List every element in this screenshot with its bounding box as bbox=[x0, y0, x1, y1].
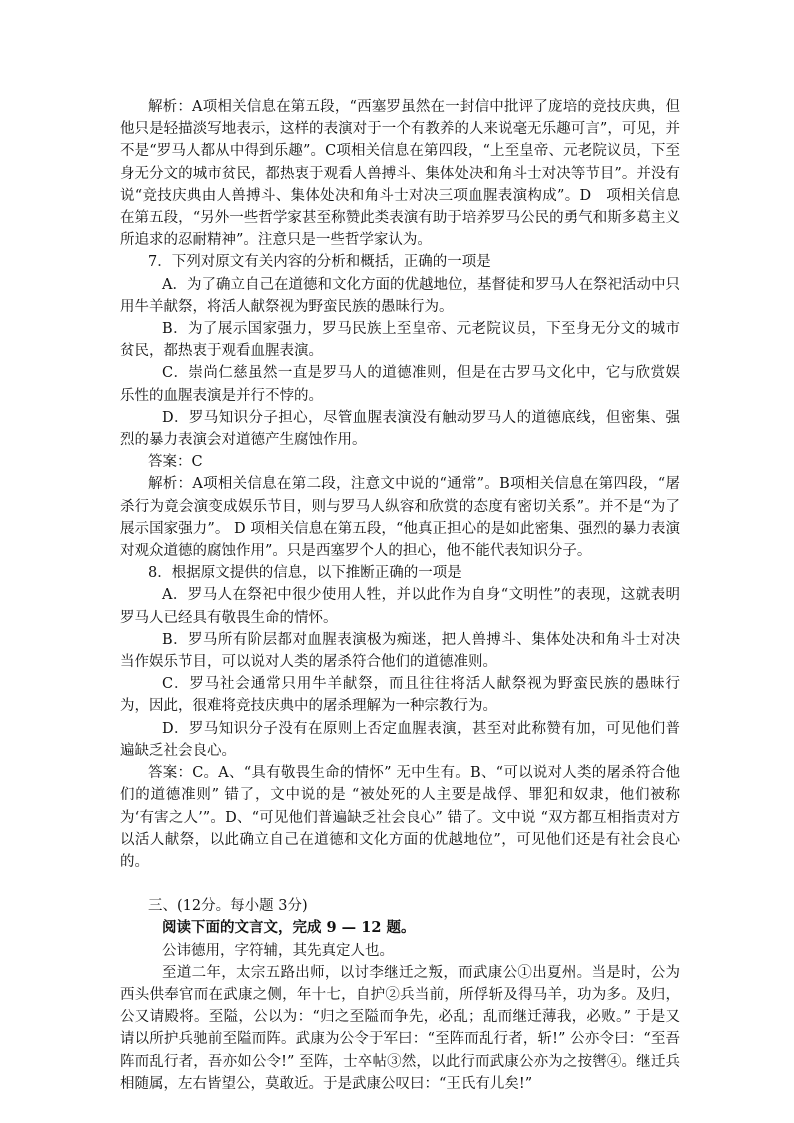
question-8: 8．根据原文提供的信息，以下推断正确的一项是 bbox=[148, 565, 462, 582]
question-8-option-a: A．罗马人在祭祀中很少使用人牲，并以此作为自身“文明性”的表现，这就表明罗马人已经具有敬畏生命的情怀。 bbox=[120, 587, 680, 626]
question-8-option-d: D．罗马知识分子没有在原则上否定血腥表演，甚至对此称赞有加，可见他们普遍缺乏社会良心。 bbox=[120, 720, 680, 759]
section-3-heading: 三、(12分。每小题 3分) bbox=[148, 898, 308, 915]
analysis-paragraph: 解析：A项相关信息在第五段，“西塞罗虽然在一封信中批评了庞培的竞技庆典，但他只是轻描淡写地表示，这样的表演对于一个有教养的人来说毫无乐趣可言”，可见，并不是“罗马人都从中得到乐趣”。C项相关信息在第四段，“上至皇帝、元老院议员，下至身无分文的城市贫民，都热衷于观看人兽搏斗、集体处决和角斗士对决等节目”。并没有说“竞技庆典由人兽搏斗、集体处决和角斗士对决三项血腥表演构成”。D 项相关信息在第五段，“另外一些哲学家甚至称赞此类表演有助于培养罗马公民的勇气和斯多葛主义所追求的忍耐精神”。注意只是一些哲学家认为。 bbox=[120, 99, 680, 249]
section-3-instruction: 阅读下面的文言文，完成 9 — 12 题。 bbox=[162, 919, 416, 937]
question-7-option-a: A．为了确立自己在道德和文化方面的优越地位，基督徒和罗马人在祭祀活动中只用牛羊献祭，将活人献祭视为野蛮民族的愚昧行为。 bbox=[120, 276, 680, 315]
question-7-option-c: C．崇尚仁慈虽然一直是罗马人的道德准则，但是在古罗马文化中，它与欣赏娱乐性的血腥表演是并行不悖的。 bbox=[120, 365, 680, 404]
classical-text-paragraph-2: 至道二年，太宗五路出师，以讨李继迁之叛，而武康公①出夏州。当是时，公为西头供奉官而在武康之侧，年十七，自护②兵当前，所俘斩及得马羊，功为多。及归，公又请殿将。至隘，公以为：“归之至隘而争先，必乱；乱而继迁薄我，必败。” 于是又请以所护兵驰前至隘而阵。武康为公令于军曰：“至阵而乱行者，斩!” 公亦令曰：“至吾阵而乱行者，吾亦如公令!” 至阵，士卒帖③然，以此行而武康公亦为之按辔④。继迁兵相随属，左右皆望公，莫敢近。于是武康公叹曰：“王氏有儿矣!” bbox=[120, 964, 680, 1092]
question-7-option-d: D．罗马知识分子担心，尽管血腥表演没有触动罗马人的道德底线，但密集、强烈的暴力表演会对道德产生腐蚀作用。 bbox=[120, 409, 680, 449]
question-7-option-b: B．为了展示国家强力，罗马民族上至皇帝、元老院议员，下至身无分文的城市贫民，都热衷于观看血腥表演。 bbox=[120, 321, 680, 360]
question-8-option-c: C．罗马社会通常只用牛羊献祭，而且往往将活人献祭视为野蛮民族的愚昧行为，因此，很难将竞技庆典中的屠杀理解为一种宗教行为。 bbox=[120, 676, 680, 715]
question-7-answer: 答案：C bbox=[148, 454, 203, 471]
question-8-option-b: B．罗马所有阶层都对血腥表演极为痴迷，把人兽搏斗、集体处决和角斗士对决当作娱乐节目，可以说对人类的屠杀符合他们的道德准则。 bbox=[120, 631, 680, 671]
document-body bbox=[120, 96, 680, 1095]
question-7: 7．下列对原文有关内容的分析和概括，正确的一项是 bbox=[148, 254, 491, 271]
classical-text-line-1: 公讳德用，字符辅，其先真定人也。 bbox=[162, 942, 394, 959]
section-spacer bbox=[120, 873, 680, 895]
question-7-explanation: 解析：A项相关信息在第二段，注意文中说的“通常”。B项相关信息在第四段，“屠杀行为竟会演变成娱乐节目，则与罗马人纵容和欣赏的态度有密切关系”。并不是“为了展示国家强力”。 D 项相关信息在第五段，“他真正担心的是如此密集、强烈的暴力表演对观众道德的腐蚀作用”。只是西塞罗个人的担心，他不能代表知识分子。 bbox=[120, 476, 680, 560]
question-8-answer: 答案：C。A、“具有敬畏生命的情怀” 无中生有。B、“可以说对人类的屠杀符合他们的道德准则” 错了，文中说的是 “被处死的人主要是战俘、罪犯和奴隶，他们被称为‘有害之人’”。D、“可见他们普遍缺乏社会良心” 错了。文中说 “双方都互相指责对方以活人献祭，以此确立自己在道德和文化方面的优越地位”，可见他们还是有社会良心的。 bbox=[120, 765, 680, 870]
